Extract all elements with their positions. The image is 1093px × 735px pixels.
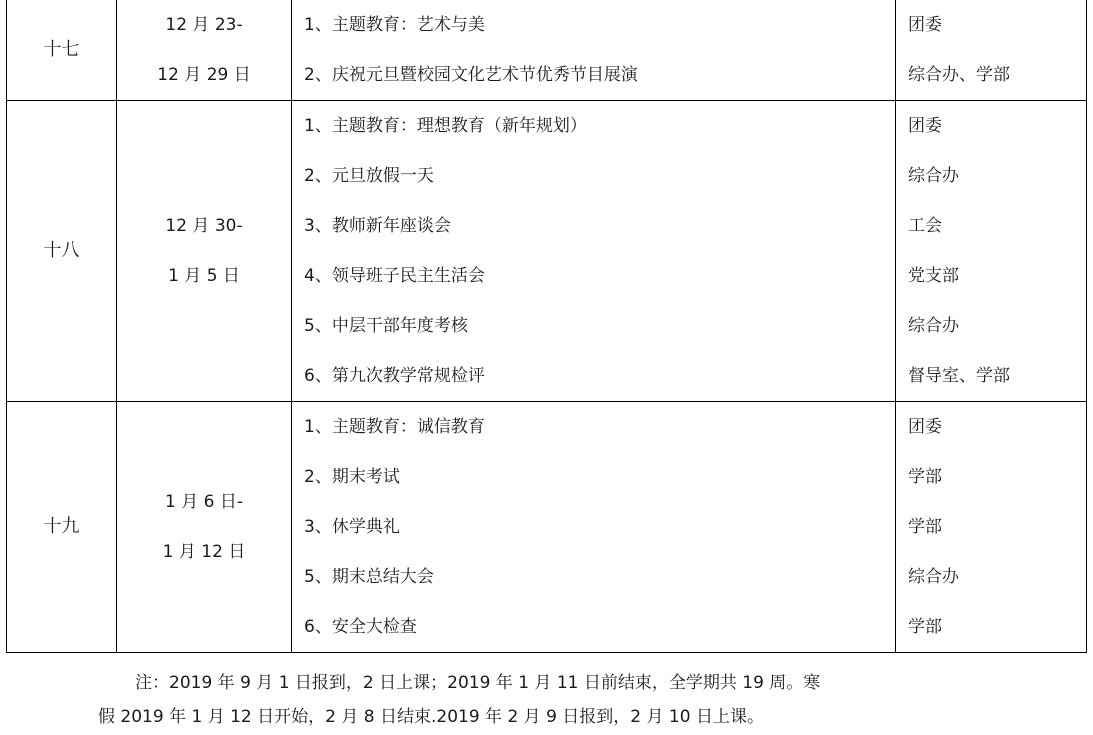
owner-item: 团委 — [908, 116, 942, 136]
list-item: 1、主题教育：艺术与美 — [304, 15, 485, 35]
date-cell — [117, 0, 292, 101]
list-item: 5、中层干部年度考核 — [304, 316, 468, 336]
table-row — [7, 101, 1087, 402]
list-item: 5、期末总结大会 — [304, 567, 434, 587]
owner-item: 督导室、学部 — [908, 366, 1010, 386]
date-end: 1 月 12 日 — [162, 542, 246, 562]
footnote-line: 假 2019 年 1 月 12 日开始，2 月 8 日结束.2019 年 2 月 9 日报到，2 月 10 日上课。 — [98, 707, 764, 727]
owner-item: 学部 — [908, 517, 942, 537]
list-item: 1、主题教育：理想教育（新年规划） — [304, 116, 587, 136]
list-item: 3、休学典礼 — [304, 517, 400, 537]
content-cell — [292, 101, 896, 402]
footnote-line: 注：2019 年 9 月 1 日报到，2 日上课；2019 年 1 月 11 日前结束，全学期共 19 周。寒 — [135, 673, 821, 693]
week-label: 十八 — [43, 240, 80, 261]
date-end: 1 月 5 日 — [168, 266, 240, 286]
owner-item: 党支部 — [908, 266, 959, 286]
footnote — [0, 666, 1093, 734]
list-item: 2、元旦放假一天 — [304, 166, 434, 186]
date-cell — [117, 101, 292, 402]
owner-cell — [896, 101, 1087, 402]
date-start: 12 月 23- — [165, 15, 243, 35]
week-label: 十七 — [43, 39, 80, 60]
list-item: 6、安全大检查 — [304, 617, 417, 637]
owner-item: 综合办 — [908, 316, 959, 336]
week-cell — [7, 402, 117, 653]
table-row — [7, 402, 1087, 653]
week-cell — [7, 0, 117, 101]
owner-item: 综合办、学部 — [908, 65, 1010, 85]
owner-item: 综合办 — [908, 166, 959, 186]
content-cell — [292, 402, 896, 653]
week-label: 十九 — [43, 516, 80, 537]
schedule-table — [6, 0, 1087, 653]
owner-cell — [896, 402, 1087, 653]
owner-item: 学部 — [908, 467, 942, 487]
list-item: 2、期末考试 — [304, 467, 400, 487]
date-end: 12 月 29 日 — [157, 65, 251, 85]
owner-item: 综合办 — [908, 567, 959, 587]
date-start: 12 月 30- — [165, 216, 243, 236]
owner-item: 团委 — [908, 417, 942, 437]
list-item: 4、领导班子民主生活会 — [304, 266, 485, 286]
owner-item: 工会 — [908, 216, 942, 236]
date-start: 1 月 6 日- — [165, 492, 243, 512]
list-item: 6、第九次教学常规检评 — [304, 366, 485, 386]
week-cell — [7, 101, 117, 402]
list-item: 1、主题教育：诚信教育 — [304, 417, 485, 437]
list-item: 2、庆祝元旦暨校园文化艺术节优秀节目展演 — [304, 65, 638, 85]
table-row — [7, 0, 1087, 101]
date-cell — [117, 402, 292, 653]
list-item: 3、教师新年座谈会 — [304, 216, 451, 236]
content-cell — [292, 0, 896, 101]
owner-item: 学部 — [908, 617, 942, 637]
owner-item: 团委 — [908, 15, 942, 35]
owner-cell — [896, 0, 1087, 101]
